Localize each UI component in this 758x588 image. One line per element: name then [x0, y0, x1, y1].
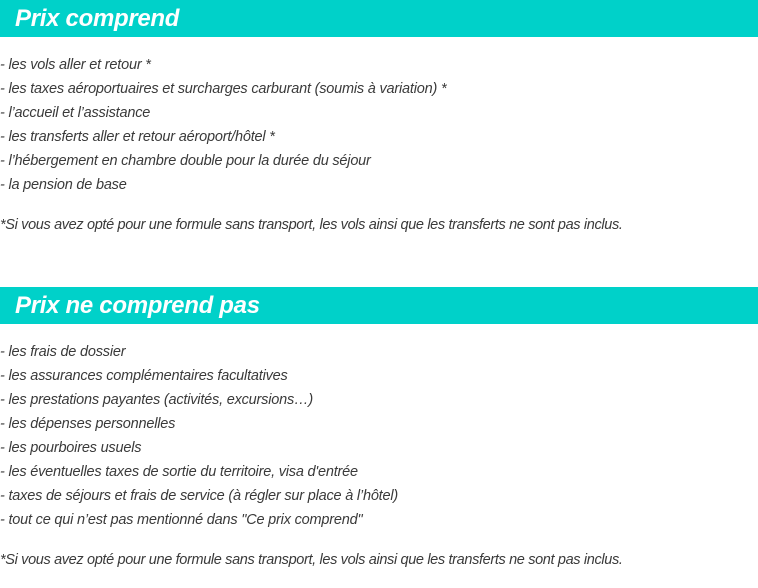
list-item: - tout ce qui n’est pas mentionné dans "Ce prix comprend"	[0, 512, 363, 528]
list-item: - l’hébergement en chambre double pour la durée du séjour	[0, 153, 371, 169]
section-header-not-included	[0, 287, 758, 324]
list-item: - les éventuelles taxes de sortie du territoire, visa d'entrée	[0, 464, 358, 480]
list-item: - la pension de base	[0, 177, 127, 193]
list-item: - les taxes aéroportuaires et surcharges carburant (soumis à variation) *	[0, 81, 447, 97]
included-footnote: *Si vous avez opté pour une formule sans transport, les vols ainsi que les transferts ne sont pas inclus.	[0, 217, 623, 233]
list-item: - les prestations payantes (activités, excursions…)	[0, 392, 313, 408]
list-item: - les pourboires usuels	[0, 440, 142, 456]
list-item: - les vols aller et retour *	[0, 57, 151, 73]
section-title-included: Prix comprend	[15, 5, 180, 32]
section-title-not-included: Prix ne comprend pas	[15, 292, 260, 319]
not-included-list	[0, 340, 398, 532]
list-item: - les frais de dossier	[0, 344, 126, 360]
list-item: - les transferts aller et retour aéroport/hôtel *	[0, 129, 275, 145]
section-header-included	[0, 0, 758, 37]
list-item: - les assurances complémentaires facultatives	[0, 368, 288, 384]
not-included-footnote: *Si vous avez opté pour une formule sans transport, les vols ainsi que les transferts ne sont pas inclus.	[0, 552, 623, 568]
list-item: - l’accueil et l’assistance	[0, 105, 151, 121]
list-item: - taxes de séjours et frais de service (à régler sur place à l’hôtel)	[0, 488, 399, 504]
included-list	[0, 53, 446, 197]
list-item: - les dépenses personnelles	[0, 416, 176, 432]
